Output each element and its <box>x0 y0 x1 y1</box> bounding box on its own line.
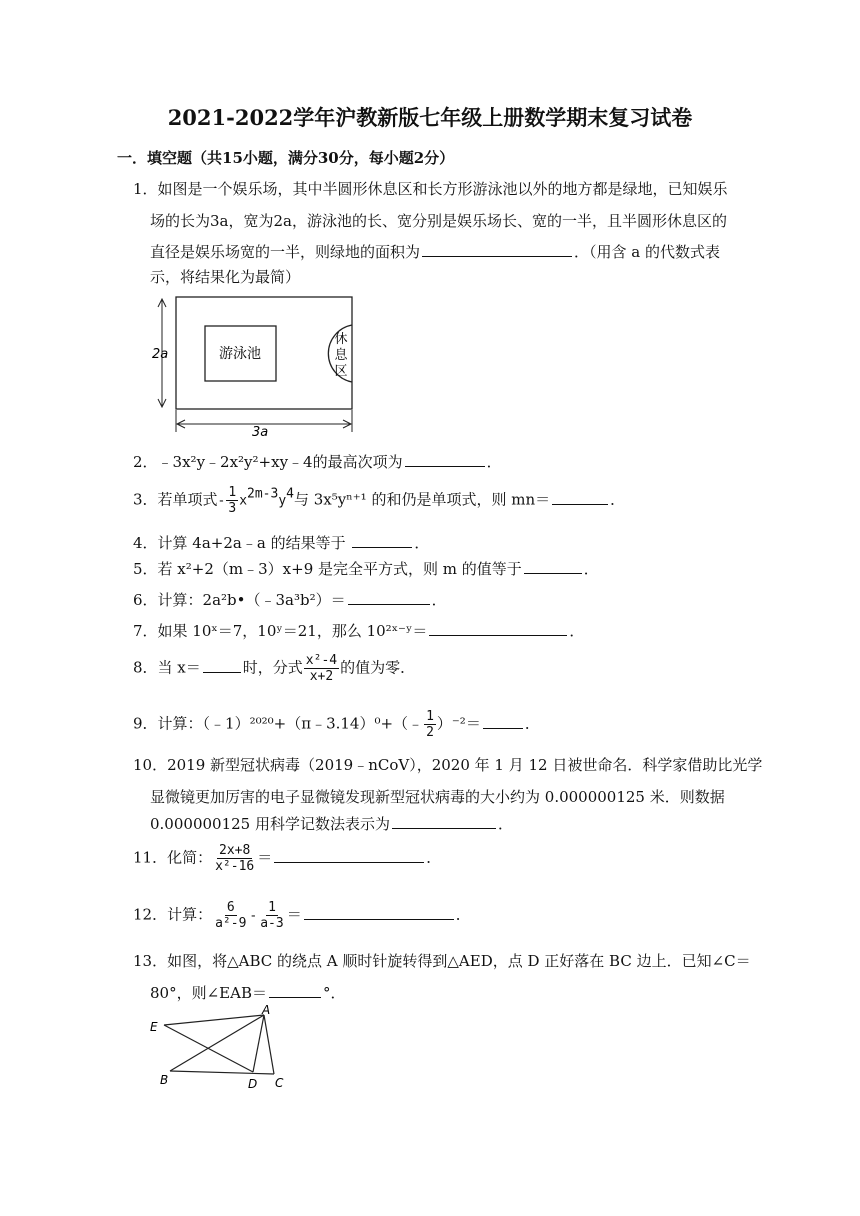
q10-text: 0.000000125 用科学记数法表示为 <box>150 815 390 833</box>
q12-minus: - <box>249 908 258 924</box>
q9-text-2: ）⁻²＝ <box>436 714 481 733</box>
q10-line-1: 10．2019 新型冠状病毒（2019﹣nCoV），2020 年 1 月 12 日被世命名．科学家借助比光学 <box>133 756 763 774</box>
q3 <box>133 485 625 516</box>
park-boundary <box>176 297 352 409</box>
q1-line-3-text: 直径是娱乐场宽的一半，则绿地的面积为 <box>150 243 421 261</box>
q12-answer-blank[interactable] <box>304 905 454 920</box>
q13-end: °． <box>322 984 346 1002</box>
q10-answer-blank[interactable] <box>392 814 496 829</box>
q9-answer-blank[interactable] <box>483 714 523 729</box>
q12-equals: ＝ <box>286 905 302 924</box>
q13-line-1: 13．如图，将△ABC 的绕点 A 顺时针旋转得到△AED，点 D 正好落在 BC 边上．已知∠C＝ <box>133 952 751 970</box>
height-label: 2a <box>152 347 169 362</box>
q4-text: 4．计算 4a+2a﹣a 的结果等于 <box>133 534 346 552</box>
q5-answer-blank[interactable] <box>524 559 582 574</box>
q3-text-2: 与 3x⁵yⁿ⁺¹ 的和仍是单项式，则 mn＝ <box>294 490 551 509</box>
q12-frac2-den: a-3 <box>260 916 284 931</box>
point-D-label: D <box>248 1077 258 1091</box>
q12 <box>133 900 471 931</box>
segment-AD <box>253 1015 264 1072</box>
q12-end: ． <box>455 905 471 924</box>
q8-text-3: 的值为零． <box>340 658 416 677</box>
q3-answer-blank[interactable] <box>552 490 608 505</box>
q4-end: ． <box>414 534 430 552</box>
q2-number: 2． <box>133 453 158 471</box>
q6 <box>133 589 447 610</box>
q5-end: ． <box>583 560 599 578</box>
q10-end: ． <box>497 815 513 833</box>
q2-expression: ﹣3x²y﹣2x²y²+xy﹣4 <box>157 453 313 471</box>
q9-fraction <box>424 709 436 740</box>
point-B-label: B <box>160 1073 169 1087</box>
q12-frac1-num: 6 <box>226 900 235 915</box>
point-C-label: C <box>275 1076 284 1090</box>
q1-line-2: 场的长为3a，宽为2a，游泳池的长、宽分别是娱乐场长、宽的一半，且半圆形休息区的 <box>150 212 727 230</box>
q8-fraction <box>304 653 339 684</box>
q8-answer-blank[interactable] <box>203 658 241 673</box>
q2 <box>133 451 502 472</box>
segment-AC <box>264 1015 274 1074</box>
q6-text: 6．计算：2a²b•（﹣3a³b²）＝ <box>133 591 346 609</box>
q11 <box>133 843 441 874</box>
q12-fraction-1 <box>213 900 248 931</box>
q10-line-3 <box>150 813 513 834</box>
q11-equals: ＝ <box>257 848 273 867</box>
q4 <box>133 532 429 553</box>
q9 <box>133 709 540 740</box>
q12-frac2-num: 1 <box>268 900 276 915</box>
q13-answer-blank[interactable] <box>269 983 321 998</box>
q7-answer-blank[interactable] <box>429 621 567 636</box>
q3-frac-num: 1 <box>228 485 237 500</box>
q5 <box>133 558 599 579</box>
width-label: 3a <box>252 425 269 438</box>
q3-fraction <box>226 485 238 516</box>
q3-sign: - <box>217 493 226 509</box>
q3-base: x <box>239 493 248 509</box>
q2-answer-blank[interactable] <box>405 452 485 467</box>
point-A-label: A <box>262 1003 271 1017</box>
rest-label-2: 息 <box>334 348 348 363</box>
q11-frac-den: x²-16 <box>215 859 255 874</box>
q3-exp1: 2m-3 <box>247 486 279 502</box>
q8-frac-num: x²-4 <box>305 653 338 668</box>
q2-end: ． <box>486 453 502 471</box>
q1-answer-blank[interactable] <box>422 242 572 257</box>
q1-line-3-end: ．（用含 a 的代数式表 <box>574 243 720 261</box>
q12-fraction-2 <box>258 900 285 931</box>
q1-line-1: 1．如图是一个娱乐场，其中半圆形休息区和长方形游泳池以外的地方都是绿地，已知娱乐 <box>133 180 728 198</box>
figure-amusement-park <box>148 292 368 438</box>
q12-text: 12．计算： <box>133 905 213 924</box>
q1-line-4: 示，将结果化为最简） <box>150 268 301 286</box>
q5-text: 5．若 x²+2（m﹣3）x+9 是完全平方式，则 m 的值等于 <box>133 560 522 578</box>
point-E-label: E <box>150 1020 158 1034</box>
q12-frac1-den: a²-9 <box>215 916 247 931</box>
q11-text: 11．化简： <box>133 848 213 867</box>
q2-text: 的最高次项为 <box>312 453 403 471</box>
q8 <box>133 653 415 684</box>
q1-line-3 <box>150 241 720 262</box>
q10-line-2: 显微镜更加厉害的电子显微镜发现新型冠状病毒的大小约为 0.000000125 米．则数据 <box>150 788 725 806</box>
q9-text: 9．计算：（﹣1）²⁰²⁰+（π﹣3.14）⁰+（﹣ <box>133 714 424 733</box>
q3-end: ． <box>610 490 626 509</box>
q11-frac-num: 2x+8 <box>219 843 251 858</box>
q3-text: 3．若单项式 <box>133 490 218 509</box>
segment-BC <box>170 1071 274 1074</box>
q13-text: 80°，则∠EAB＝ <box>150 984 267 1002</box>
q8-text-2: 时，分式 <box>242 658 303 677</box>
page-title: 2021-2022学年沪教新版七年级上册数学期末复习试卷 <box>167 105 693 130</box>
rest-label-1: 休 <box>334 332 348 347</box>
q4-answer-blank[interactable] <box>352 533 412 548</box>
figure-triangle-rotation <box>140 1000 300 1100</box>
q3-frac-den: 3 <box>228 501 237 516</box>
q6-end: ． <box>431 591 447 609</box>
q11-answer-blank[interactable] <box>274 848 424 863</box>
q7-end: ． <box>569 622 585 640</box>
q8-text: 8．当 x＝ <box>133 658 201 677</box>
q3-exp2: 4 <box>286 486 294 502</box>
q6-answer-blank[interactable] <box>348 590 430 605</box>
q9-frac-den: 2 <box>426 725 434 740</box>
q7-text: 7．如果 10ˣ＝7，10ʸ＝21，那么 10²ˣ⁻ʸ＝ <box>133 622 428 640</box>
q9-frac-num: 1 <box>426 709 434 724</box>
q7 <box>133 620 584 641</box>
q11-fraction <box>213 843 256 874</box>
q11-end: ． <box>426 848 442 867</box>
rest-label-3: 区 <box>334 364 348 379</box>
section-heading: 一．填空题（共15小题，满分30分，每小题2分） <box>117 149 455 167</box>
pool-label: 游泳池 <box>219 346 261 362</box>
q3-y: y <box>278 493 287 509</box>
q8-frac-den: x+2 <box>309 669 334 684</box>
q9-end: ． <box>524 714 540 733</box>
